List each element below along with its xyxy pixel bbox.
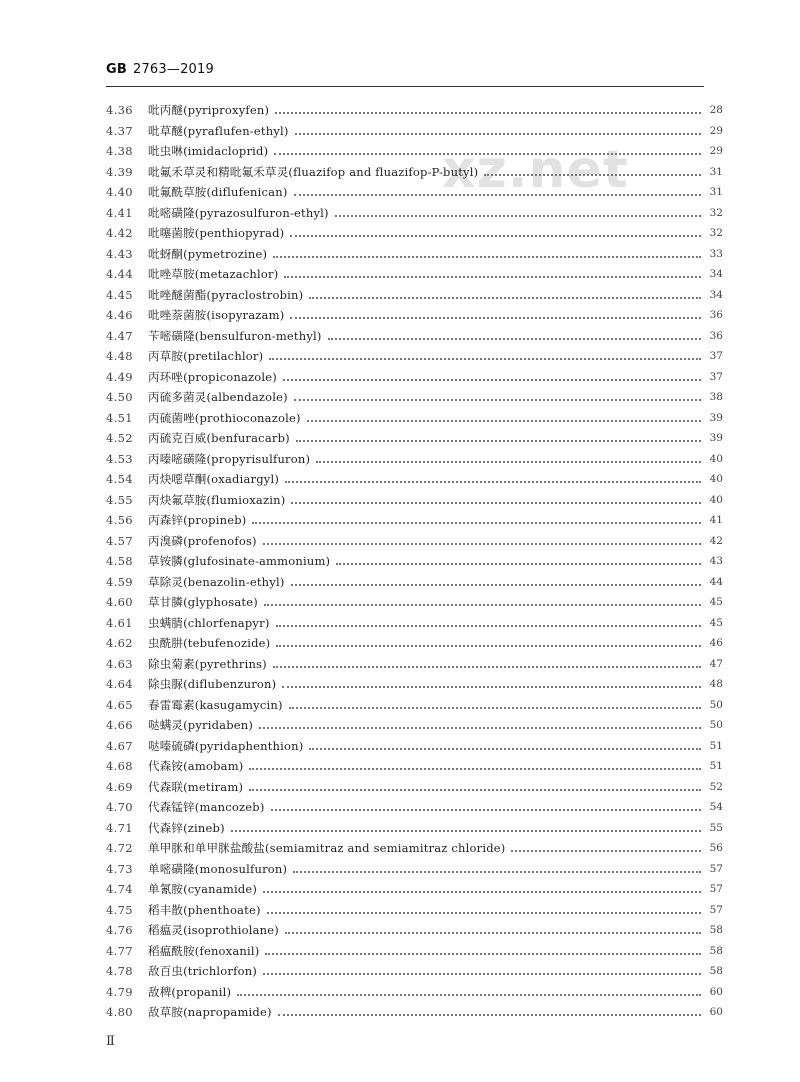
toc-entry-number: 4.45	[106, 287, 133, 302]
toc-entry-title: 单嘧磺隆(monosulfuron)	[148, 861, 288, 876]
toc-dot-leader	[278, 1014, 701, 1016]
toc-entry-title: 丙硫多菌灵(albendazole)	[148, 390, 288, 404]
toc-entry-number: 4.38	[106, 144, 133, 158]
toc-entry-title: 哒嗪硫磷(pyridaphenthion)	[148, 738, 304, 753]
toc-entry-page: 54	[709, 801, 723, 813]
toc-entry-number: 4.75	[106, 902, 133, 917]
toc-entry-title: 丙炔噁草酮(oxadiargyl)	[148, 472, 280, 486]
toc-entry-number: 4.61	[106, 615, 133, 630]
toc-entry-title: 丙环唑(propiconazole)	[148, 369, 277, 384]
toc-dot-leader	[284, 276, 701, 278]
toc-entry[interactable]	[106, 203, 723, 224]
toc-entry-title: 稻瘟灵(isoprothiolane)	[148, 923, 279, 937]
toc-entry-number: 4.36	[106, 103, 133, 117]
toc-entry[interactable]	[106, 1002, 723, 1023]
toc-entry[interactable]	[106, 941, 723, 962]
toc-entry-page: 33	[709, 247, 723, 260]
toc-entry[interactable]	[106, 900, 723, 921]
toc-entry-title: 吡唑醚菌酯(pyraclostrobin)	[148, 287, 304, 302]
toc-entry[interactable]	[106, 264, 723, 285]
toc-dot-leader	[484, 174, 701, 176]
toc-entry-number: 4.68	[106, 759, 133, 773]
toc-entry-page: 32	[709, 227, 723, 239]
toc-dot-leader	[291, 502, 701, 504]
toc-entry-number: 4.74	[106, 882, 133, 896]
toc-dot-leader	[290, 317, 701, 319]
toc-entry-title: 吡丙醚(pyriproxyfen)	[148, 103, 270, 117]
toc-entry-title: 草铵膦(glufosinate-ammonium)	[148, 554, 331, 568]
toc-dot-leader	[316, 461, 701, 463]
toc-entry-page: 55	[709, 821, 723, 834]
toc-entry-page: 48	[709, 678, 723, 690]
toc-entry[interactable]	[106, 859, 723, 880]
toc-entry-number: 4.73	[106, 861, 133, 876]
toc-entry-number: 4.79	[106, 984, 133, 999]
toc-entry-title: 单甲脒和单甲脒盐酸盐(semiamitraz and semiamitraz chloride)	[148, 841, 506, 855]
toc-entry-title: 稻丰散(phenthoate)	[148, 902, 261, 917]
toc-entry-page: 34	[709, 268, 723, 280]
toc-entry-page: 32	[709, 206, 723, 219]
toc-entry-number: 4.56	[106, 513, 133, 527]
toc-entry-page: 36	[709, 309, 723, 321]
toc-dot-leader	[263, 973, 701, 975]
toc-entry-page: 58	[709, 944, 723, 957]
toc-entry-title: 单氰胺(cyanamide)	[148, 882, 258, 896]
toc-entry-title: 丙炔氟草胺(flumioxazin)	[148, 492, 286, 507]
toc-entry-title: 哒螨灵(pyridaben)	[148, 718, 254, 732]
toc-entry-number: 4.44	[106, 267, 133, 281]
toc-dot-leader	[285, 932, 701, 934]
toc-entry-number: 4.60	[106, 595, 133, 609]
toc-dot-leader	[271, 809, 701, 811]
toc-entry-title: 丙溴磷(profenofos)	[148, 533, 257, 548]
toc-entry-title: 代森锰锌(mancozeb)	[148, 800, 265, 814]
toc-entry-number: 4.54	[106, 472, 133, 486]
toc-dot-leader	[263, 543, 701, 545]
toc-entry-page: 52	[709, 780, 723, 793]
toc-dot-leader	[309, 748, 701, 750]
toc-entry-title: 除虫菊素(pyrethrins)	[148, 656, 267, 671]
toc-entry-number: 4.51	[106, 410, 133, 425]
watermark: xz.net	[442, 140, 629, 200]
toc-dot-leader	[273, 256, 701, 258]
toc-entry[interactable]	[106, 469, 723, 490]
toc-entry[interactable]	[106, 326, 723, 347]
toc-entry-page: 39	[709, 432, 723, 444]
toc-dot-leader	[289, 707, 701, 709]
toc-entry[interactable]	[106, 305, 723, 326]
toc-entry-number: 4.48	[106, 349, 133, 363]
toc-entry[interactable]	[106, 920, 723, 941]
toc-entry-page: 40	[709, 473, 723, 485]
toc-entry-page: 40	[709, 452, 723, 465]
toc-entry-title: 吡嘧磺隆(pyrazosulfuron-ethyl)	[148, 205, 329, 220]
toc-entry-title: 吡氟禾草灵和精吡氟禾草灵(fluazifop and fluazifop-P-butyl)	[148, 164, 479, 179]
toc-entry-number: 4.76	[106, 923, 133, 937]
toc-entry-number: 4.66	[106, 718, 133, 732]
toc-dot-leader	[511, 850, 701, 852]
toc-entry-page: 41	[709, 514, 723, 526]
toc-dot-leader	[294, 399, 701, 401]
toc-entry-title: 除虫脲(diflubenzuron)	[148, 677, 277, 691]
toc-dot-leader	[273, 666, 701, 668]
toc-entry-page: 38	[709, 391, 723, 403]
toc-entry-page: 37	[709, 370, 723, 383]
toc-entry[interactable]	[106, 346, 723, 367]
toc-entry[interactable]	[106, 654, 723, 675]
toc-entry-title: 草除灵(benazolin-ethyl)	[148, 574, 285, 589]
toc-entry-number: 4.41	[106, 205, 133, 220]
toc-entry[interactable]	[106, 387, 723, 408]
toc-entry-number: 4.47	[106, 328, 133, 343]
toc-entry-page: 42	[709, 534, 723, 547]
toc-entry[interactable]	[106, 223, 723, 244]
toc-dot-leader	[274, 153, 701, 155]
toc-entry-number: 4.42	[106, 226, 133, 240]
toc-entry-page: 51	[709, 760, 723, 772]
toc-dot-leader	[264, 604, 701, 606]
toc-entry[interactable]	[106, 162, 723, 183]
toc-entry-number: 4.53	[106, 451, 133, 466]
toc-entry[interactable]	[106, 428, 723, 449]
toc-dot-leader	[296, 440, 701, 442]
toc-entry-number: 4.72	[106, 841, 133, 855]
toc-entry[interactable]	[106, 633, 723, 654]
toc-entry[interactable]	[106, 182, 723, 203]
toc-entry-page: 37	[709, 350, 723, 362]
toc-entry[interactable]	[106, 592, 723, 613]
toc-entry-number: 4.50	[106, 390, 133, 404]
toc-entry-number: 4.37	[106, 123, 133, 138]
toc-entry-title: 丙硫菌唑(prothioconazole)	[148, 410, 301, 425]
toc-entry-page: 57	[709, 903, 723, 916]
toc-entry-page: 31	[709, 186, 723, 198]
toc-entry-title: 丙硫克百威(benfuracarb)	[148, 431, 290, 445]
toc-entry-number: 4.62	[106, 636, 133, 650]
toc-dot-leader	[263, 891, 701, 893]
toc-entry[interactable]	[106, 797, 723, 818]
toc-entry-title: 丙草胺(pretilachlor)	[148, 349, 264, 363]
toc-entry-number: 4.63	[106, 656, 133, 671]
toc-entry-title: 草甘膦(glyphosate)	[148, 595, 258, 609]
toc-dot-leader	[290, 235, 701, 237]
toc-entry-number: 4.49	[106, 369, 133, 384]
toc-entry-page: 45	[709, 596, 723, 608]
toc-entry[interactable]	[106, 244, 723, 265]
toc-entry-number: 4.64	[106, 677, 133, 691]
toc-entry-page: 28	[709, 104, 723, 116]
toc-dot-leader	[293, 871, 701, 873]
toc-entry-title: 敌草胺(napropamide)	[148, 1005, 272, 1019]
toc-entry[interactable]	[106, 551, 723, 572]
toc-entry-title: 吡氟酰草胺(diflufenican)	[148, 185, 288, 199]
toc-dot-leader	[283, 379, 701, 381]
toc-entry-page: 60	[709, 1006, 723, 1018]
toc-dot-leader	[249, 768, 701, 770]
toc-entry-page: 58	[709, 924, 723, 936]
toc-entry-number: 4.59	[106, 574, 133, 589]
toc-entry-title: 春雷霉素(kasugamycin)	[148, 697, 283, 712]
toc-entry-page: 34	[709, 288, 723, 301]
toc-entry-title: 虫螨腈(chlorfenapyr)	[148, 615, 270, 630]
toc-dot-leader	[249, 789, 701, 791]
toc-entry-title: 吡草醚(pyraflufen-ethyl)	[148, 123, 289, 138]
toc-entry[interactable]	[106, 121, 723, 142]
toc-dot-leader	[259, 727, 701, 729]
toc-entry-title: 丙森锌(propineb)	[148, 513, 247, 527]
toc-entry-number: 4.40	[106, 185, 133, 199]
toc-entry[interactable]	[106, 449, 723, 470]
toc-entry-page: 36	[709, 329, 723, 342]
toc-entry-title: 代森锌(zineb)	[148, 820, 225, 835]
toc-entry-page: 31	[709, 165, 723, 178]
toc-entry-page: 29	[709, 124, 723, 137]
toc-entry-page: 58	[709, 965, 723, 977]
standard-prefix: GB	[106, 62, 127, 77]
toc-entry-number: 4.80	[106, 1005, 133, 1019]
toc-entry[interactable]	[106, 838, 723, 859]
toc-entry-number: 4.46	[106, 308, 133, 322]
toc-entry[interactable]	[106, 715, 723, 736]
toc-entry[interactable]	[106, 695, 723, 716]
toc-entry-number: 4.70	[106, 800, 133, 814]
toc-dot-leader	[307, 420, 701, 422]
toc-entry[interactable]	[106, 961, 723, 982]
toc-dot-leader	[252, 522, 701, 524]
toc-entry[interactable]	[106, 879, 723, 900]
toc-entry-title: 吡蚜酮(pymetrozine)	[148, 246, 268, 261]
toc-entry-page: 57	[709, 883, 723, 895]
toc-entry[interactable]	[106, 285, 723, 306]
table-of-contents	[106, 100, 723, 1023]
toc-entry[interactable]	[106, 572, 723, 593]
toc-entry[interactable]	[106, 818, 723, 839]
toc-entry-title: 吡虫啉(imidacloprid)	[148, 144, 269, 158]
toc-entry[interactable]	[106, 490, 723, 511]
toc-entry-number: 4.71	[106, 820, 133, 835]
toc-dot-leader	[275, 112, 701, 114]
header-rule	[106, 86, 704, 87]
toc-dot-leader	[282, 686, 701, 688]
toc-entry[interactable]	[106, 736, 723, 757]
toc-entry-number: 4.69	[106, 779, 133, 794]
toc-entry-page: 45	[709, 616, 723, 629]
toc-entry-page: 60	[709, 985, 723, 998]
toc-dot-leader	[267, 912, 701, 914]
toc-entry-page: 50	[709, 698, 723, 711]
page-folio: Ⅱ	[106, 1034, 115, 1049]
toc-dot-leader	[276, 645, 701, 647]
toc-dot-leader	[291, 584, 701, 586]
toc-entry-number: 4.55	[106, 492, 133, 507]
toc-entry-page: 47	[709, 657, 723, 670]
toc-entry-title: 苄嘧磺隆(bensulfuron-methyl)	[148, 328, 322, 343]
toc-entry-number: 4.67	[106, 738, 133, 753]
toc-entry[interactable]	[106, 100, 723, 121]
toc-entry-page: 46	[709, 637, 723, 649]
toc-entry[interactable]	[106, 531, 723, 552]
toc-entry-title: 虫酰肼(tebufenozide)	[148, 636, 271, 650]
toc-entry-title: 代森联(metiram)	[148, 779, 244, 794]
toc-dot-leader	[265, 953, 701, 955]
toc-dot-leader	[328, 338, 701, 340]
toc-entry-page: 57	[709, 862, 723, 875]
toc-entry-title: 吡唑萘菌胺(isopyrazam)	[148, 308, 285, 322]
toc-entry-page: 39	[709, 411, 723, 424]
standard-number: 2763—2019	[132, 62, 214, 77]
toc-entry[interactable]	[106, 982, 723, 1003]
toc-entry-title: 丙嗪嘧磺隆(propyrisulfuron)	[148, 451, 311, 466]
toc-dot-leader	[276, 625, 702, 627]
toc-entry-title: 代森铵(amobam)	[148, 759, 244, 773]
toc-entry[interactable]	[106, 408, 723, 429]
toc-entry[interactable]	[106, 510, 723, 531]
toc-entry-page: 43	[709, 555, 723, 567]
toc-dot-leader	[269, 358, 701, 360]
toc-entry-number: 4.65	[106, 697, 133, 712]
toc-entry-title: 敌稗(propanil)	[148, 984, 232, 999]
toc-entry-page: 50	[709, 719, 723, 731]
toc-entry-title: 吡噻菌胺(penthiopyrad)	[148, 226, 285, 240]
toc-dot-leader	[294, 194, 701, 196]
toc-entry-number: 4.57	[106, 533, 133, 548]
page-header	[106, 62, 214, 77]
toc-dot-leader	[336, 563, 701, 565]
toc-entry-number: 4.39	[106, 164, 133, 179]
toc-entry-page: 51	[709, 739, 723, 752]
toc-entry-number: 4.52	[106, 431, 133, 445]
toc-dot-leader	[231, 830, 701, 832]
toc-entry-title: 敌百虫(trichlorfon)	[148, 964, 258, 978]
toc-entry-number: 4.58	[106, 554, 133, 568]
toc-entry[interactable]	[106, 367, 723, 388]
toc-entry[interactable]	[106, 777, 723, 798]
toc-dot-leader	[237, 994, 701, 996]
toc-entry-number: 4.43	[106, 246, 133, 261]
toc-entry[interactable]	[106, 756, 723, 777]
toc-entry-page: 56	[709, 842, 723, 854]
toc-entry-number: 4.78	[106, 964, 133, 978]
toc-entry-title: 吡唑草胺(metazachlor)	[148, 267, 279, 281]
toc-entry[interactable]	[106, 674, 723, 695]
toc-entry[interactable]	[106, 613, 723, 634]
toc-dot-leader	[295, 133, 701, 135]
toc-dot-leader	[335, 215, 701, 217]
toc-entry-page: 29	[709, 145, 723, 157]
toc-entry-title: 稻瘟酰胺(fenoxanil)	[148, 943, 260, 958]
toc-dot-leader	[285, 481, 701, 483]
toc-entry[interactable]	[106, 141, 723, 162]
toc-entry-page: 40	[709, 493, 723, 506]
toc-entry-number: 4.77	[106, 943, 133, 958]
toc-dot-leader	[309, 297, 701, 299]
toc-entry-page: 44	[709, 575, 723, 588]
